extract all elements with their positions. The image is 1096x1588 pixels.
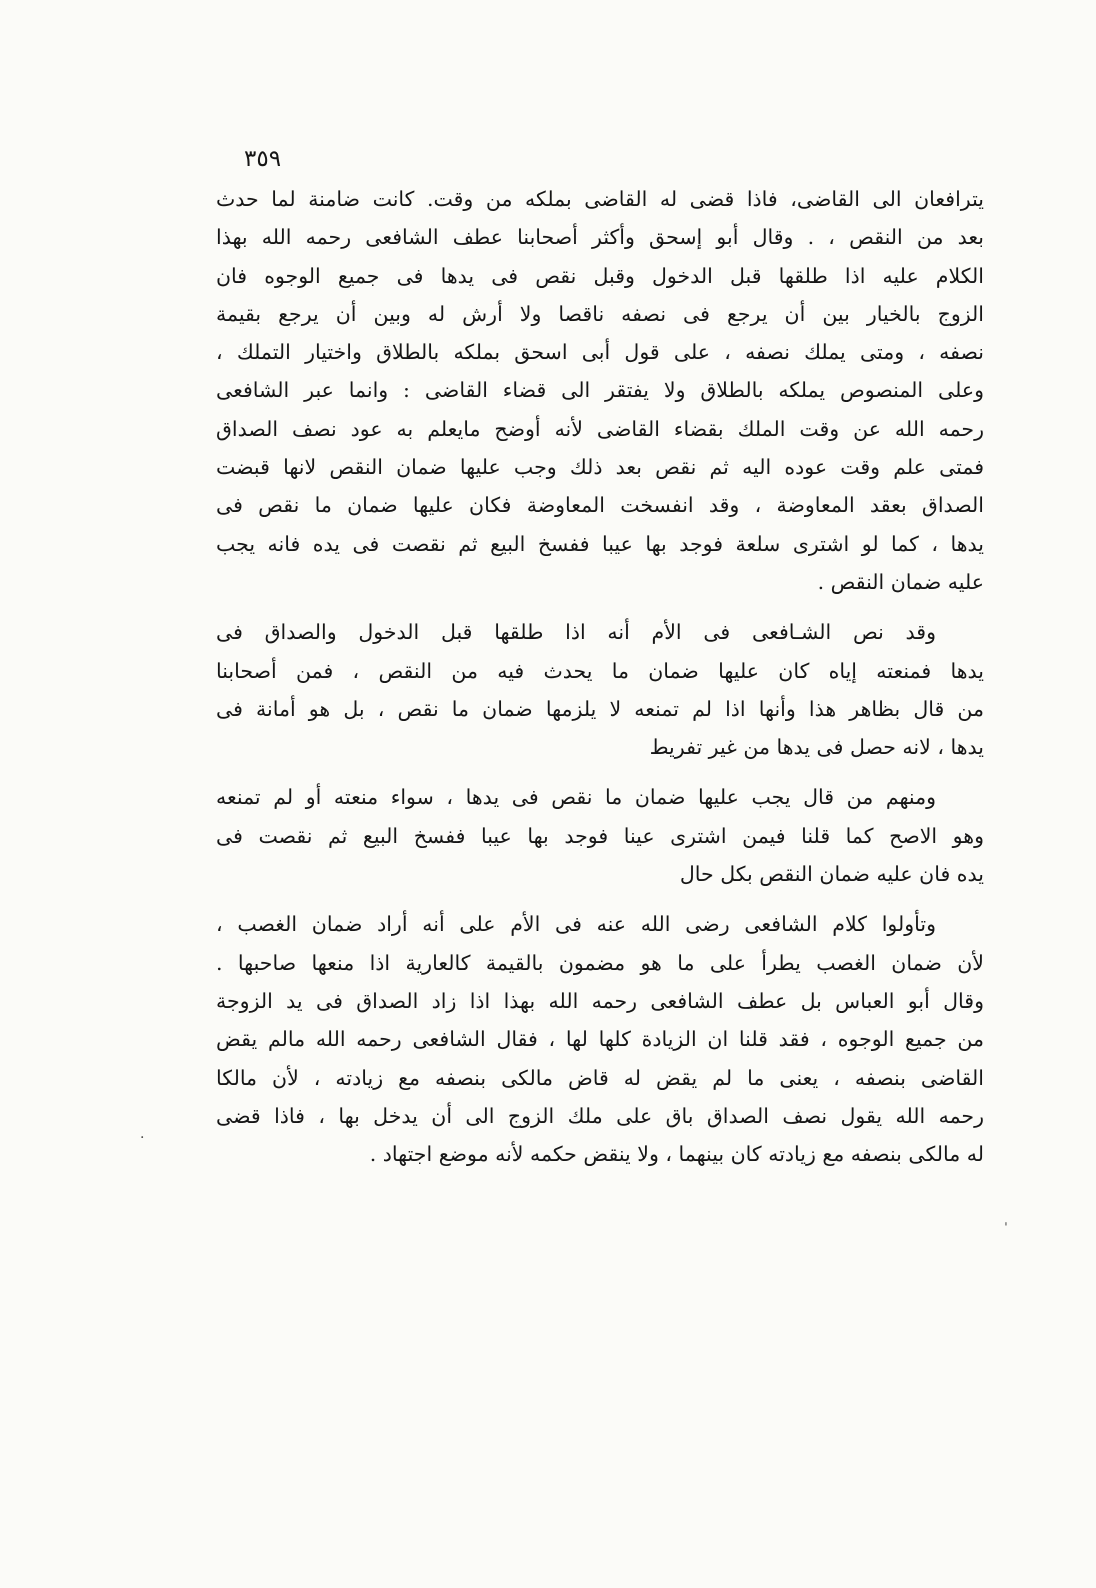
body-text xyxy=(216,180,984,1173)
scan-speck: · xyxy=(140,1130,145,1146)
paragraph-1 xyxy=(216,180,984,601)
text-line: وقال أبو العباس بل عطف الشافعى رحمه الله بهذا اذا زاد الصداق فى يد الزوجة xyxy=(216,988,984,1013)
text-line: رحمه الله عن وقت الملك بقضاء القاضى لأنه أوضح مايعلم به عود نصف الصداق xyxy=(216,416,984,441)
text-line: فمتى علم وقت عوده اليه ثم نقص بعد ذلك وجب عليها ضمان النقص لانها قبضت xyxy=(216,455,984,480)
text-line: وقد نص الشـافعى فى الأم أنه اذا طلقها قبل الدخول والصداق فى xyxy=(216,620,936,645)
text-line: ومنهم من قال يجب عليها ضمان ما نقص فى يدها ، سواء منعته أو لم تمنعه xyxy=(216,785,936,810)
paragraph-3 xyxy=(216,778,984,893)
text-line: من جميع الوجوه ، فقد قلنا ان الزيادة كلها لها ، فقال الشافعى رحمه الله مالم يقض xyxy=(216,1027,984,1052)
text-line: القاضى بنصفه ، يعنى ما لم يقض له قاض مالكى بنصفه مع زيادته ، لأن مالكا xyxy=(216,1065,984,1090)
text-line: بعد من النقص ، . وقال أبو إسحق وأكثر أصحابنا عطف الشافعى رحمه الله بهذا xyxy=(216,225,984,250)
text-line: عليه ضمان النقص . xyxy=(817,569,984,594)
scan-speck: ˌ xyxy=(1004,1212,1008,1228)
text-line: نصفه ، ومتى يملك نصفه ، على قول أبى اسحق بملكه بالطلاق واختيار التملك ، xyxy=(216,340,984,365)
text-line: له مالكى بنصفه مع زيادته كان بينهما ، ولا ينقض حكمه لأنه موضع اجتهاد . xyxy=(369,1142,984,1167)
text-line: وتأولوا كلام الشافعى رضى الله عنه فى الأم على أنه أراد ضمان الغصب ، xyxy=(216,912,936,937)
page-number: ٣٥٩ xyxy=(244,146,282,172)
text-line: وهو الاصح كما قلنا فيمن اشترى عينا فوجد بها عيبا ففسخ البيع ثم نقصت فى xyxy=(216,823,984,848)
text-line: يدها فمنعته إياه كان عليها ضمان ما يحدث فيه من النقص ، فمن أصحابنا xyxy=(216,658,984,683)
text-line: يدها ، كما لو اشترى سلعة فوجد بها عيبا ففسخ البيع ثم نقصت فى يده فانه يجب xyxy=(216,531,984,556)
text-line: وعلى المنصوص يملكه بالطلاق ولا يفتقر الى قضاء القاضى : وانما عبر الشافعى xyxy=(216,378,984,403)
text-line: الصداق بعقد المعاوضة ، وقد انفسخت المعاوضة فكان عليها ضمان ما نقص فى xyxy=(216,493,984,518)
text-line: من قال بظاهر هذا وأنها اذا لم تمنعه لا يلزمها ضمان ما نقص ، بل هو أمانة فى xyxy=(216,696,984,721)
text-line: يده فان عليه ضمان النقص بكل حال xyxy=(679,862,984,887)
text-line: يدها ، لانه حصل فى يدها من غير تفريط xyxy=(649,735,984,760)
text-line: لأن ضمان الغصب يطرأ على ما هو مضمون بالقيمة كالعارية اذا منعها صاحبها . xyxy=(216,950,984,975)
paragraph-2 xyxy=(216,613,984,766)
paragraph-4 xyxy=(216,905,984,1173)
text-line: يترافعان الى القاضى، فاذا قضى له القاضى بملكه من وقت. كانت ضامنة لما حدث xyxy=(216,187,984,211)
text-line: الكلام عليه اذا طلقها قبل الدخول وقبل نقص فى يدها فى جميع الوجوه فان xyxy=(216,263,984,288)
text-line: الزوج بالخيار بين أن يرجع فى نصفه ناقصا ولا أرش له وبين أن يرجع بقيمة xyxy=(216,301,984,326)
text-line: رحمه الله يقول نصف الصداق باق على ملك الزوج الى أن يدخل بها ، فاذا قضى xyxy=(216,1103,984,1128)
